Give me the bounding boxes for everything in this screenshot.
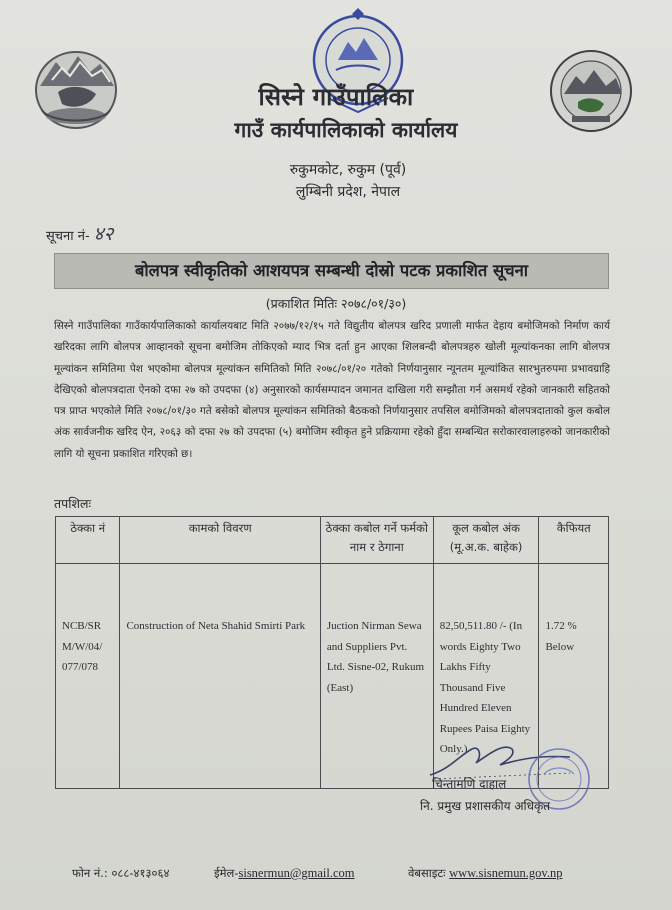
footer-website	[408, 866, 562, 881]
footer-phone	[72, 866, 169, 881]
signatory-name: चिन्तामणि दाहाल	[432, 777, 507, 791]
municipality-name: सिस्ने गाउँपालिका	[258, 83, 414, 111]
header-remarks: कैफियत	[539, 517, 609, 564]
footer-email-link[interactable]: sisnermun@gmail.com	[238, 866, 355, 880]
details-label: तपशिलः	[54, 496, 91, 511]
cell-description: Construction of Neta Shahid Smirti Park	[120, 564, 320, 789]
notice-number-value: ४२	[93, 223, 114, 245]
cell-contract-no: NCB/SR M/W/04/ 077/078	[56, 564, 120, 789]
footer-web-label: वेबसाइटः	[408, 866, 446, 880]
office-name: गाउँ कार्यपालिकाको कार्यालय	[234, 118, 458, 142]
cell-amount: 82,50,511.80 /- (In words Eighty Two Lakhs Fifty Thousand Five Hundred Eleven Rupees Paisa Eighty Only.)	[433, 564, 539, 789]
cell-remarks: 1.72 % Below	[539, 564, 609, 789]
notice-number	[46, 220, 113, 246]
signatory-title: नि. प्रमुख प्रशासकीय अधिकृत	[420, 799, 551, 813]
address-line-2: लुम्बिनी प्रदेश, नेपाल	[295, 184, 401, 200]
footer-email	[214, 866, 355, 881]
footer-phone-label: फोन नं.:	[72, 866, 108, 880]
header-description: कामको विवरण	[120, 517, 320, 564]
footer-email-label: ईमेल-	[214, 866, 239, 880]
header-contract-no: ठेक्का नं	[56, 517, 120, 564]
table-header-row	[56, 517, 609, 564]
notice-body: सिस्ने गाउँपालिका गाउँकार्यपालिकाको कार्यालयबाट मिति २०७७/१२/१५ गते विद्युतीय बोलपत्र खरिद प्रणाली मार्फत देहाय बमोजिमको निर्माण कार्य खरिदका लागि बोलपत्र आव्हानको सूचना बमोजिम तोकिएको म्याद भित्र दर्ता हुन आएका शिलबन्दी बोलपत्रहरु खोली मूल्यांकनका लागि बोलपत्र मूल्यांकन समितिमा पेश भएकोमा बोलपत्र मूल्यांकन समितिको मिति २०७८/०१/२० गतेको निर्णयानुसार न्यूनतम मूल्यांकित सारभुतरुपमा प्रभावग्राहि देखिएको बोलपत्रदाता ऐनको दफा २७ को उपदफा (४) अनुसारको कार्यसम्पादन जमानत दाखिला गरी सम्झौता गर्न असमर्थ रहेको जानकारी सहितको पत्र प्राप्त भएकोले मिति २०७८/०१/३० गते बसेको बोलपत्र मूल्यांकन समितिको बैठकको निर्णयानुसार तपसिल बमोजिमको बोलपत्रदाताको कुल कबोल अंक सार्वजनीक खरिद ऐन, २०६३ को दफा २७ को उपदफा (५) बमोजिम स्वीकृत हुने प्रक्रियामा रहेको हुँदा सम्बन्धित सरोकारवालाहरुको जानकारीको लागि यो सूचना प्रकाशित गरिएको छ।	[54, 320, 610, 460]
header-amount: कूल कबोल अंक (मू.अ.क. बाहेक)	[433, 517, 539, 564]
header-firm: ठेक्का कबोल गर्ने फर्मको नाम र ठेगाना	[320, 517, 433, 564]
notice-title: बोलपत्र स्वीकृतिको आशयपत्र सम्बन्धी दोस्रो पटक प्रकाशित सूचना	[54, 253, 609, 289]
cell-firm: Juction Nirman Sewa and Suppliers Pvt. Ltd. Sisne-02, Rukum (East)	[320, 564, 433, 789]
notice-number-label: सूचना नं-	[46, 229, 90, 244]
footer-web-link[interactable]: www.sisnemun.gov.np	[449, 866, 563, 880]
footer-phone-value: ०८८-४१३०६४	[111, 866, 170, 880]
published-date: (प्रकाशित मितिः २०७८/०१/३०)	[265, 296, 407, 311]
address-line-1: रुकुमकोट, रुकुम (पूर्व)	[289, 162, 407, 178]
